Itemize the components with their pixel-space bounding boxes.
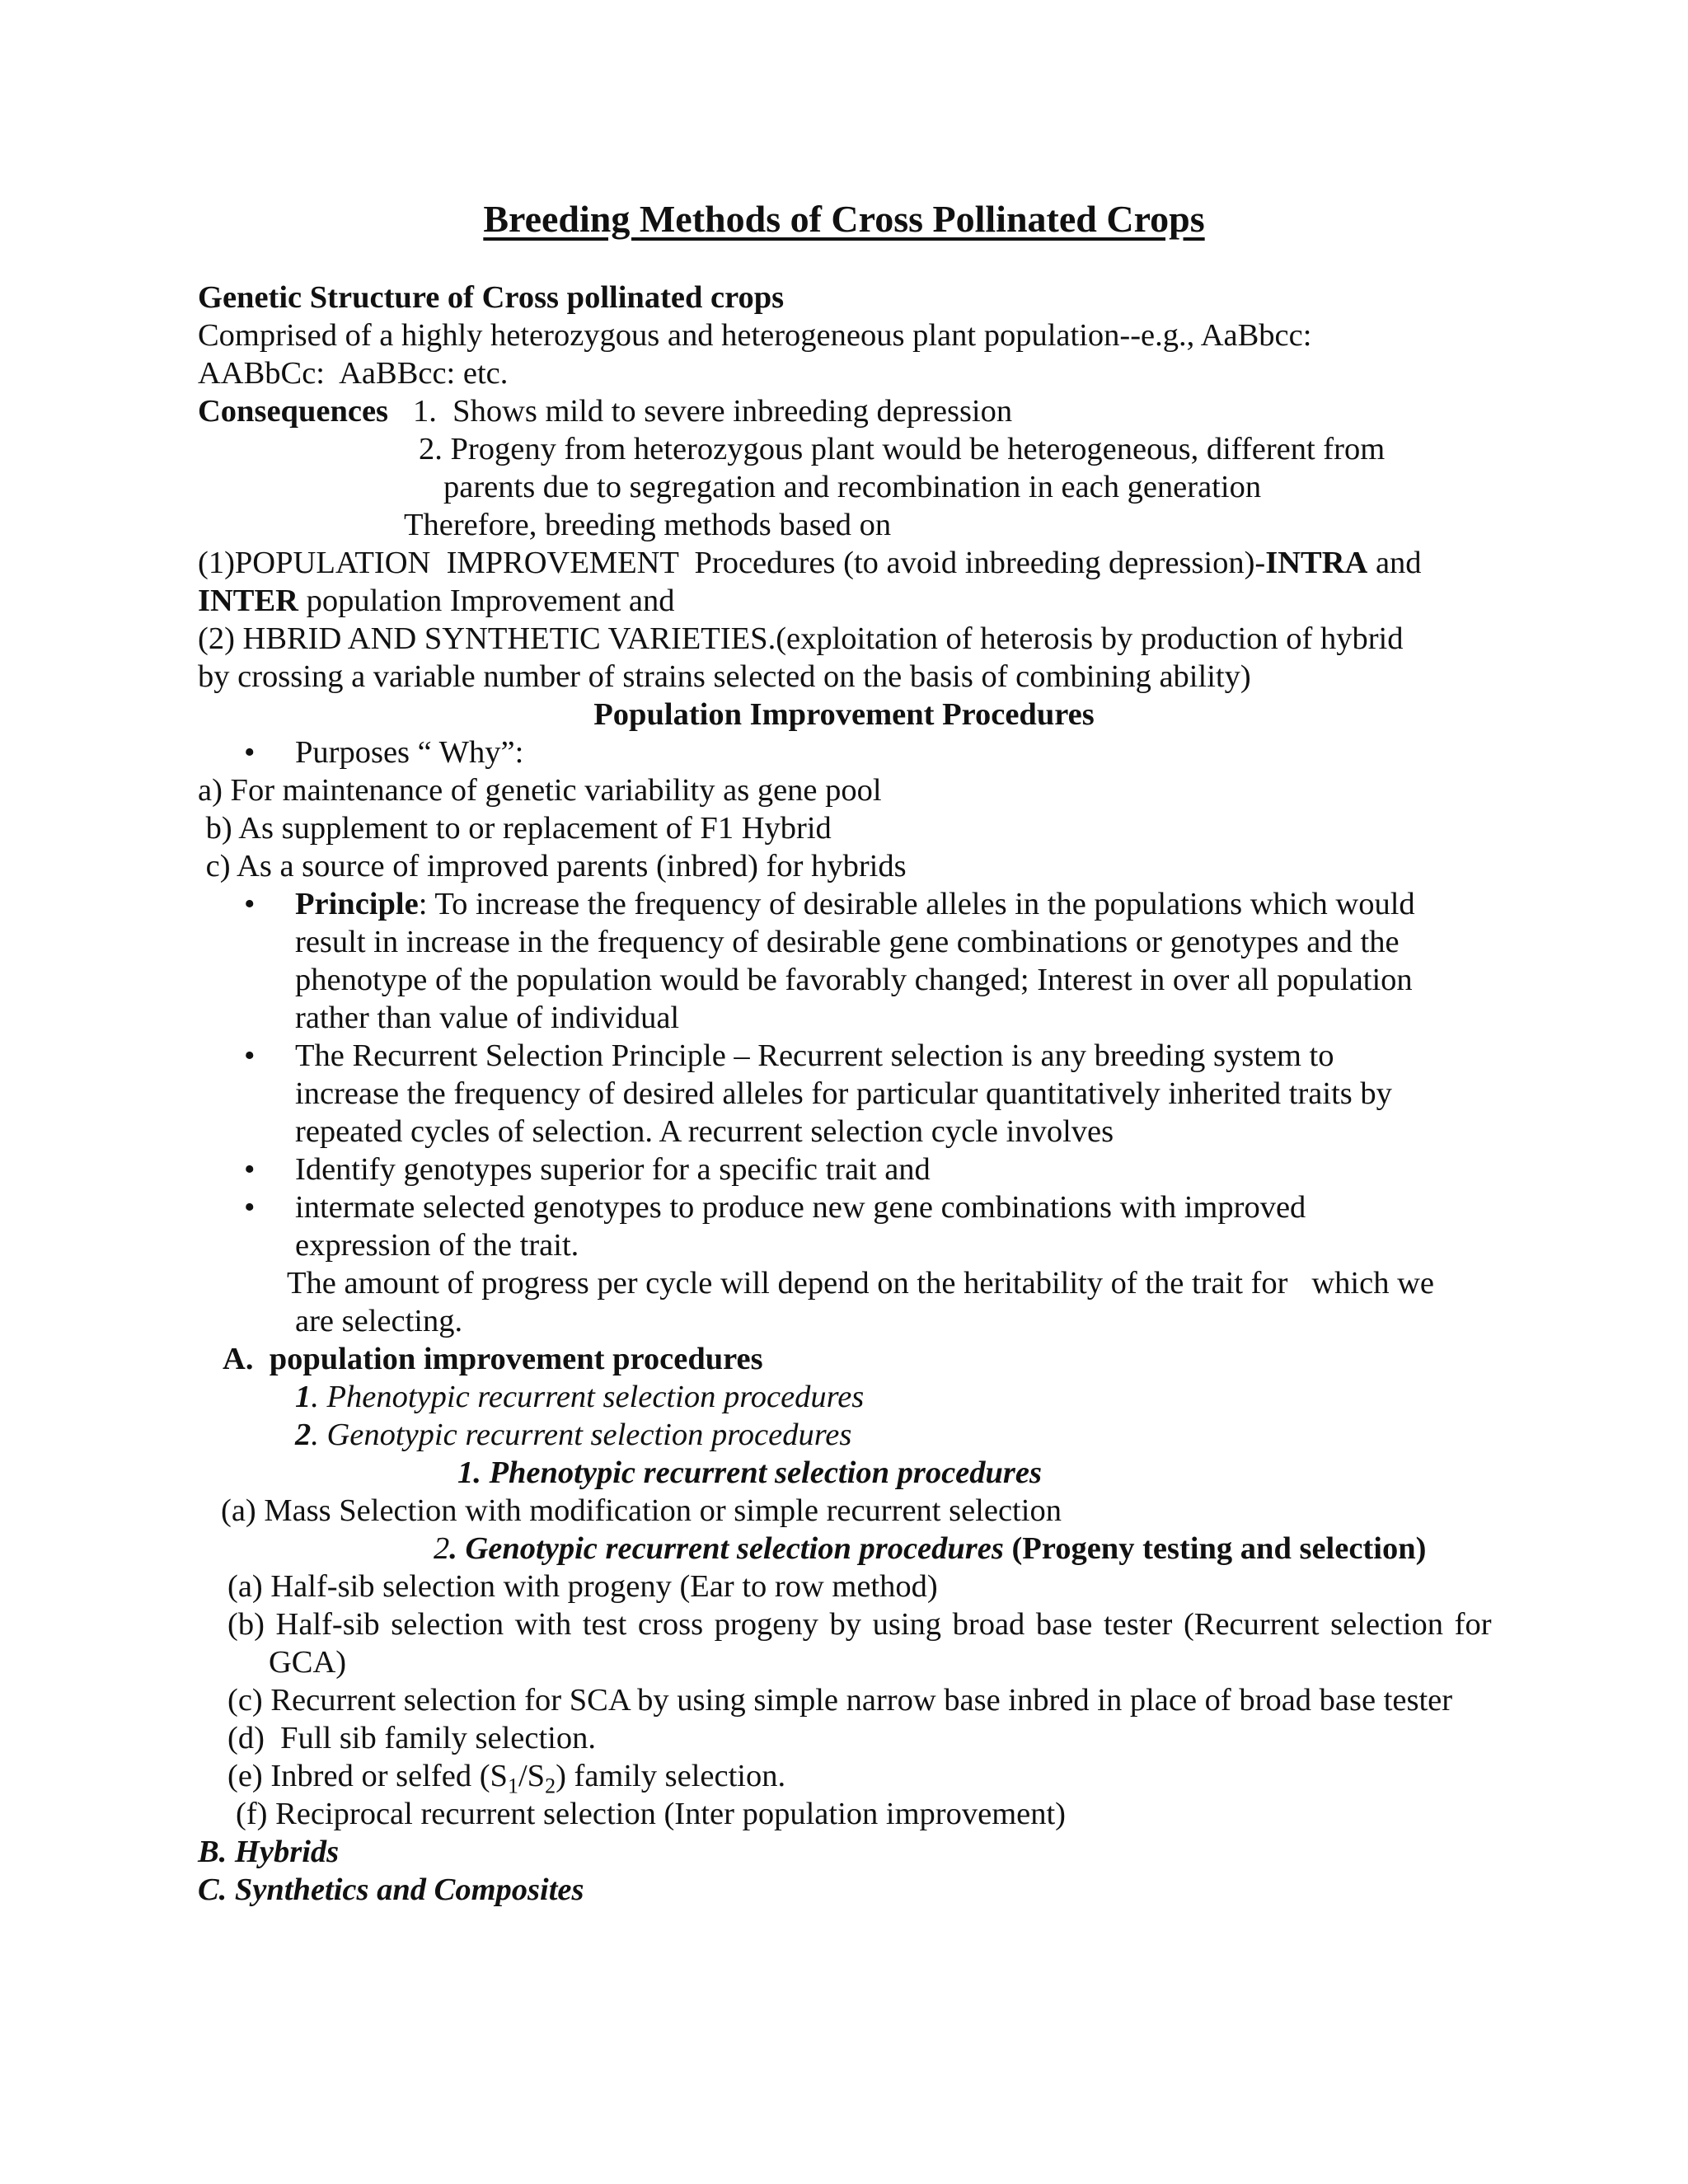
consequence-item-2b: parents due to segregation and recombination in each generation [443,470,1262,504]
therefore-line: Therefore, breeding methods based on [404,508,892,542]
method-2-line-2: by crossing a variable number of strains selected on the basis of combining ability) [198,659,1251,694]
bullet-marker: • [244,735,256,770]
intra-label: INTRA [1265,546,1368,580]
section-a-item-2 [295,1416,851,1454]
method-1-text-b: population Improvement and [298,583,675,618]
genotypic-item-a: (a) Half-sib selection with progeny (Ear to row method) [227,1569,938,1604]
bullet-marker: • [244,1152,256,1187]
genotypic-item-b-line-2: GCA) [269,1645,347,1680]
item-e-subscript-1: 1 [507,1774,518,1798]
genotypic-item-b-line-1: (b) Half-sib selection with test cross progeny by using broad base tester (Recurrent selection for [227,1607,1492,1642]
section-a-heading: A. population improvement procedures [223,1342,763,1376]
section-c-heading: C. Synthetics and Composites [198,1872,584,1907]
section-a-item-1 [295,1378,864,1416]
consequences-label: Consequences [198,394,389,429]
method-2-line-1: (2) HBRID AND SYNTHETIC VARIETIES.(exploitation of heterosis by production of hybrid [198,621,1404,656]
item-e-tail: ) family selection. [556,1759,786,1793]
genotypic-item-f: (f) Reciprocal recurrent selection (Inter population improvement) [236,1797,1066,1831]
item-e-subscript-2: 2 [545,1774,556,1798]
bullet-marker: • [244,887,256,921]
genotypic-item-c: (c) Recurrent selection for SCA by using simple narrow base inbred in place of broad base tester [227,1683,1453,1718]
recurrent-line-2: increase the frequency of desired alleles for particular quantitatively inherited traits by [295,1076,1392,1111]
genotypic-subtitle: (Progeny testing and selection) [1003,1531,1427,1566]
item-2-number: 2 [295,1418,312,1452]
bullet-marker: • [244,1190,256,1225]
principle-label: Principle [295,887,419,921]
purpose-a: a) For maintenance of genetic variability as gene pool [198,773,882,808]
recurrent-line-3: repeated cycles of selection. A recurrent selection cycle involves [295,1114,1114,1149]
intermate-line-1: intermate selected genotypes to produce new gene combinations with improved [295,1190,1306,1225]
phenotypic-heading: 1. Phenotypic recurrent selection procedures [457,1455,1042,1490]
item-e-text: (e) Inbred or selfed (S [227,1759,508,1793]
genetic-structure-line-2: AABbCc: AaBBcc: etc. [198,356,509,391]
consequence-item-2a: 2. Progeny from heterozygous plant would be heterogeneous, different from [419,432,1386,466]
item-1-text: . Phenotypic recurrent selection procedures [311,1380,865,1414]
principle-line-1 [295,885,1415,923]
purpose-c: c) As a source of improved parents (inbred) for hybrids [198,849,907,883]
principle-text: : To increase the frequency of desirable alleles in the populations which would [418,887,1415,921]
principle-line-3: phenotype of the population would be favorably changed; Interest in over all population [295,963,1413,997]
genetic-structure-heading: Genetic Structure of Cross pollinated crops [198,280,785,315]
section-b-heading: B. Hybrids [198,1835,340,1869]
genetic-structure-line-1: Comprised of a highly heterozygous and heterogeneous plant population--e.g., AaBbcc: [198,318,1312,353]
purposes-label: Purposes “ Why”: [295,735,524,770]
genotypic-heading [434,1530,1426,1568]
consequence-item-1: 1. Shows mild to severe inbreeding depression [413,394,1013,429]
method-1-line-2 [198,582,675,620]
genotypic-number: 2 [434,1531,450,1566]
purpose-b: b) As supplement to or replacement of F1 Hybrid [198,811,832,846]
population-improvement-heading: Population Improvement Procedures [593,697,1095,732]
page-title: Breeding Methods of Cross Pollinated Crops [483,198,1205,240]
section-a-letter: A [223,1342,246,1376]
progress-line-2: are selecting. [295,1304,463,1338]
method-1-text: (1)POPULATION IMPROVEMENT Procedures (to avoid inbreeding depression)- [198,546,1266,580]
phenotypic-item-a: (a) Mass Selection with modification or simple recurrent selection [221,1493,1062,1528]
consequences-line-1 [198,392,1012,430]
inter-label: INTER [198,583,298,618]
item-e-mid: /S [518,1759,546,1793]
section-a-title: population improvement procedures [269,1342,763,1376]
item-2-text: . Genotypic recurrent selection procedures [311,1418,852,1452]
progress-line-1: The amount of progress per cycle will depend on the heritability of the trait for which we [287,1266,1434,1301]
identify-line: Identify genotypes superior for a specific trait and [295,1152,931,1187]
principle-line-4: rather than value of individual [295,1001,680,1035]
genotypic-item-d: (d) Full sib family selection. [227,1721,596,1755]
principle-line-2: result in increase in the frequency of desirable gene combinations or genotypes and the [295,925,1400,959]
method-1-line-1 [198,544,1422,582]
recurrent-line-1: The Recurrent Selection Principle – Recurrent selection is any breeding system to [295,1038,1334,1073]
method-1-and: and [1367,546,1422,580]
item-1-number: 1 [295,1380,312,1414]
intermate-line-2: expression of the trait. [295,1228,579,1263]
bullet-marker: • [244,1038,256,1073]
genotypic-title: . Genotypic recurrent selection procedures [449,1531,1004,1566]
